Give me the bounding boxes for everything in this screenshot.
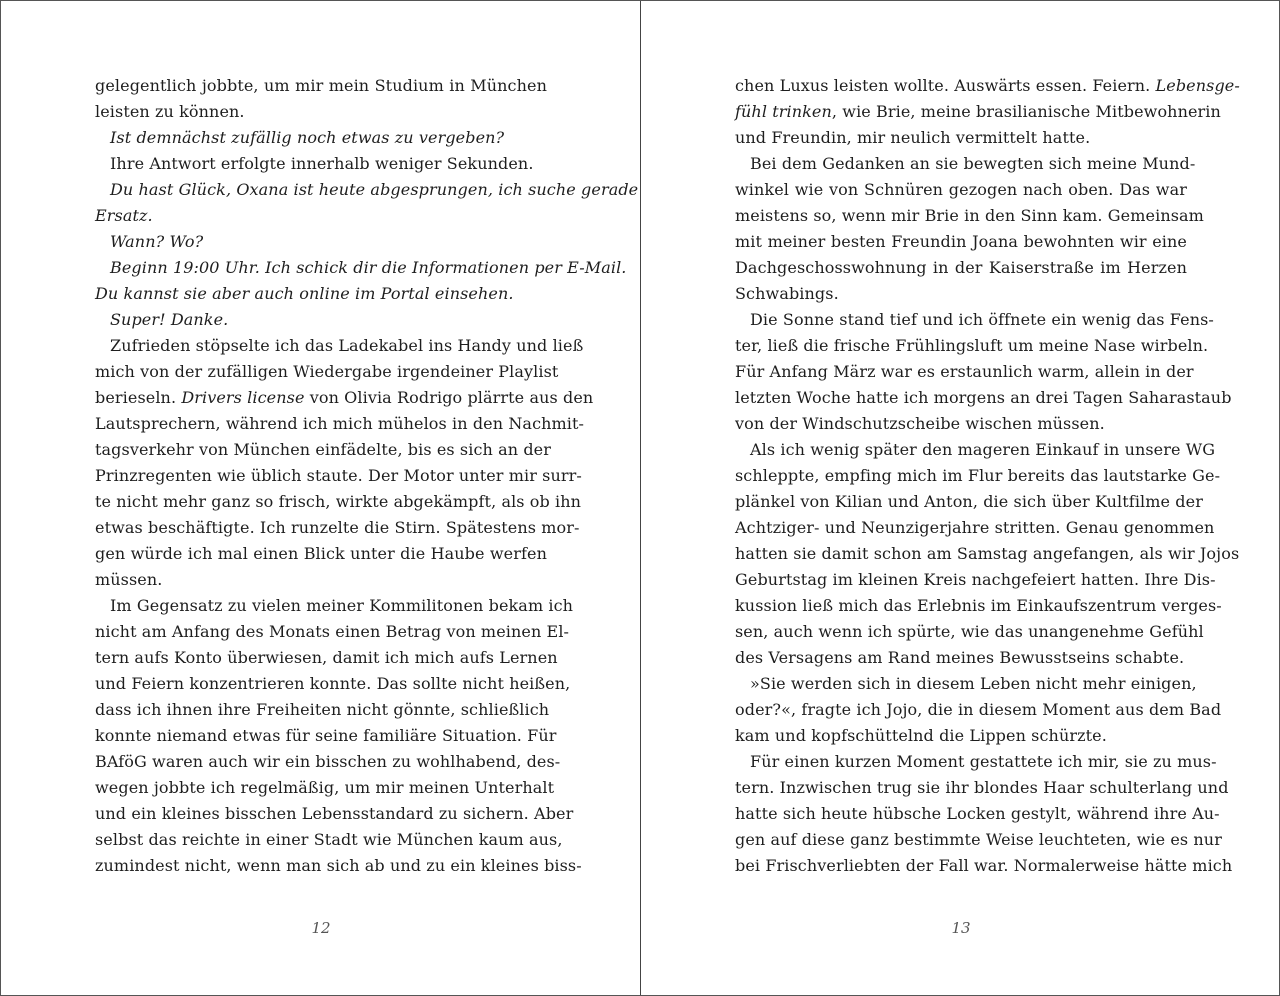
text-segment: nicht am Anfang des Monats einen Betrag von meinen El- [95, 622, 570, 641]
text-line [735, 437, 1216, 463]
text-line [735, 333, 1209, 359]
text-segment: Zufrieden stöpselte ich das Ladekabel ins Handy und ließ [110, 336, 584, 355]
text-segment: berieseln. [95, 388, 182, 407]
text-line [95, 489, 582, 515]
text-segment: mich von der zufälligen Wiedergabe irgendeiner Playlist [95, 362, 559, 381]
text-line [95, 411, 585, 437]
text-line [735, 671, 1197, 697]
text-line [735, 411, 1187, 437]
text-line [735, 541, 1240, 567]
text-line [735, 229, 1187, 255]
text-segment: tern. Inzwischen trug sie ihr blondes Haar schulterlang und [735, 778, 1229, 797]
text-line [95, 333, 584, 359]
text-line [735, 255, 1187, 281]
text-segment: ter, ließ die frische Frühlingsluft um meine Nase wirbeln. [735, 336, 1209, 355]
italic-text: Lebensge- [1155, 76, 1240, 95]
text-segment: plänkel von Kilian und Anton, die sich über Kultfilme der [735, 492, 1203, 511]
italic-text: fühl trinken [735, 102, 832, 121]
text-line [95, 827, 563, 853]
text-segment: konnte niemand etwas für seine familiäre Situation. Für [95, 726, 557, 745]
text-line [95, 749, 561, 775]
text-segment: des Versagens am Rand meines Bewusstseins schabte. [735, 648, 1185, 667]
text-segment: Bei dem Gedanken an sie bewegten sich meine Mund- [750, 154, 1196, 173]
text-line [735, 151, 1196, 177]
text-line [95, 99, 547, 125]
text-segment: mit meiner besten Freundin Joana bewohnten wir eine [735, 232, 1187, 251]
text-line [735, 593, 1222, 619]
text-line [735, 801, 1220, 827]
text-segment: meistens so, wenn mir Brie in den Sinn kam. Gemeinsam [735, 206, 1204, 225]
text-segment: Dachgeschosswohnung in der Kaiserstraße im Herzen [735, 258, 1187, 277]
text-segment: Für einen kurzen Moment gestattete ich mir, sie zu mus- [750, 752, 1217, 771]
text-segment: sen, auch wenn ich spürte, wie das unangenehme Gefühl [735, 622, 1204, 641]
text-line [735, 723, 1187, 749]
text-segment: und ein kleines bisschen Lebensstandard zu sichern. Aber [95, 804, 574, 823]
text-line [95, 177, 639, 203]
text-line [95, 229, 547, 255]
text-segment: Prinzregenten wie üblich staute. Der Motor unter mir surr- [95, 466, 582, 485]
text-segment: winkel wie von Schnüren gezogen nach oben. Das war [735, 180, 1187, 199]
italic-text: Wann? Wo? [110, 232, 204, 251]
text-line [95, 255, 627, 281]
text-line [95, 775, 555, 801]
italic-text: Ersatz. [95, 206, 153, 225]
text-line [95, 437, 552, 463]
text-line [95, 151, 547, 177]
text-line [735, 99, 1221, 125]
text-segment: chen Luxus leisten wollte. Auswärts essen. Feiern. [735, 76, 1156, 95]
text-segment: gen auf diese ganz bestimmte Weise leuchteten, wie es nur [735, 830, 1222, 849]
text-line [735, 775, 1229, 801]
text-segment: gelegentlich jobbte, um mir mein Studium in München [95, 76, 547, 95]
italic-text: Drivers license [181, 388, 305, 407]
text-line [95, 203, 547, 229]
text-line [735, 385, 1232, 411]
text-line [735, 619, 1204, 645]
text-line [95, 645, 558, 671]
text-segment: und Freundin, mir neulich vermittelt hatte. [735, 128, 1091, 147]
italic-text: Du kannst sie aber auch online im Portal einsehen. [95, 284, 514, 303]
text-segment: bei Frischverliebten der Fall war. Normalerweise hätte mich [735, 856, 1233, 875]
text-line [735, 645, 1187, 671]
text-line [95, 801, 574, 827]
text-line [735, 697, 1222, 723]
text-segment: »Sie werden sich in diesem Leben nicht mehr einigen, [750, 674, 1197, 693]
text-line [95, 281, 547, 307]
text-segment: Für Anfang März war es erstaunlich warm, allein in der [735, 362, 1194, 381]
right-page-text [735, 73, 1240, 879]
text-line [95, 853, 582, 879]
text-line [95, 385, 594, 411]
italic-text: Ist demnächst zufällig noch etwas zu vergeben? [110, 128, 505, 147]
text-line [95, 125, 547, 151]
text-segment: tagsverkehr von München einfädelte, bis es sich an der [95, 440, 552, 459]
text-line [735, 515, 1215, 541]
text-line [95, 671, 571, 697]
text-segment: hatte sich heute hübsche Locken gestylt, während ihre Au- [735, 804, 1220, 823]
text-line [95, 697, 550, 723]
left-page-number: 12 [311, 919, 331, 937]
text-line [95, 73, 547, 99]
text-segment: etwas beschäftigte. Ich runzelte die Stirn. Spätestens mor- [95, 518, 580, 537]
italic-text: Super! Danke. [110, 310, 229, 329]
text-line [95, 359, 559, 385]
italic-text: Du hast Glück, Oxana ist heute abgesprungen, ich suche gerade [110, 180, 639, 199]
text-segment: Lautsprechern, während ich mich mühelos in den Nachmit- [95, 414, 585, 433]
text-line [735, 463, 1221, 489]
text-line [735, 203, 1204, 229]
text-segment: wegen jobbte ich regelmäßig, um mir meinen Unterhalt [95, 778, 555, 797]
text-segment: Achtziger- und Neunzigerjahre stritten. Genau genommen [735, 518, 1215, 537]
right-page-number: 13 [951, 919, 971, 937]
text-segment: Schwabings. [735, 284, 839, 303]
text-line [95, 515, 580, 541]
text-line [735, 853, 1233, 879]
text-segment: kam und kopfschüttelnd die Lippen schürzte. [735, 726, 1107, 745]
text-segment: dass ich ihnen ihre Freiheiten nicht gönnte, schließlich [95, 700, 550, 719]
text-line [95, 593, 574, 619]
text-segment: gen würde ich mal einen Blick unter die Haube werfen [95, 544, 547, 563]
text-segment: Im Gegensatz zu vielen meiner Kommilitonen bekam ich [110, 596, 574, 615]
text-segment: letzten Woche hatte ich morgens an drei Tagen Saharastaub [735, 388, 1232, 407]
text-line [735, 489, 1203, 515]
text-line [735, 125, 1187, 151]
italic-text: Beginn 19:00 Uhr. Ich schick dir die Informationen per E-Mail. [110, 258, 627, 277]
text-segment: oder?«, fragte ich Jojo, die in diesem Moment aus dem Bad [735, 700, 1222, 719]
text-line [95, 307, 547, 333]
text-segment: selbst das reichte in einer Stadt wie München kaum aus, [95, 830, 563, 849]
text-segment: hatten sie damit schon am Samstag angefangen, als wir Jojos [735, 544, 1240, 563]
text-segment: Die Sonne stand tief und ich öffnete ein wenig das Fens- [750, 310, 1214, 329]
text-line [95, 541, 547, 567]
text-line [95, 619, 570, 645]
text-segment: Ihre Antwort erfolgte innerhalb weniger Sekunden. [110, 154, 534, 173]
text-segment: von Olivia Rodrigo plärrte aus den [304, 388, 594, 407]
text-segment: Geburtstag im kleinen Kreis nachgefeiert hatten. Ihre Dis- [735, 570, 1216, 589]
text-segment: zumindest nicht, wenn man sich ab und zu ein kleines biss- [95, 856, 582, 875]
text-line [95, 723, 557, 749]
text-line [735, 177, 1187, 203]
text-segment: Als ich wenig später den mageren Einkauf in unsere WG [750, 440, 1216, 459]
text-segment: BAföG waren auch wir ein bisschen zu wohlhabend, des- [95, 752, 561, 771]
text-segment: te nicht mehr ganz so frisch, wirkte abgekämpft, als ob ihn [95, 492, 582, 511]
text-line [735, 281, 1187, 307]
text-line [735, 827, 1222, 853]
text-segment: leisten zu können. [95, 102, 245, 121]
text-line [735, 749, 1217, 775]
text-line [95, 567, 547, 593]
left-page-text [95, 73, 639, 879]
text-line [95, 463, 582, 489]
text-segment: , wie Brie, meine brasilianische Mitbewohnerin [831, 102, 1221, 121]
text-line [735, 307, 1214, 333]
text-segment: von der Windschutzscheibe wischen müssen. [735, 414, 1105, 433]
text-segment: tern aufs Konto überwiesen, damit ich mich aufs Lernen [95, 648, 558, 667]
text-segment: schleppte, empfing mich im Flur bereits das lautstarke Ge- [735, 466, 1221, 485]
text-line [735, 567, 1216, 593]
text-segment: und Feiern konzentrieren konnte. Das sollte nicht heißen, [95, 674, 571, 693]
text-line [735, 359, 1194, 385]
text-segment: müssen. [95, 570, 163, 589]
page-gutter [640, 1, 641, 995]
text-line [735, 73, 1240, 99]
text-segment: kussion ließ mich das Erlebnis im Einkaufszentrum verges- [735, 596, 1222, 615]
